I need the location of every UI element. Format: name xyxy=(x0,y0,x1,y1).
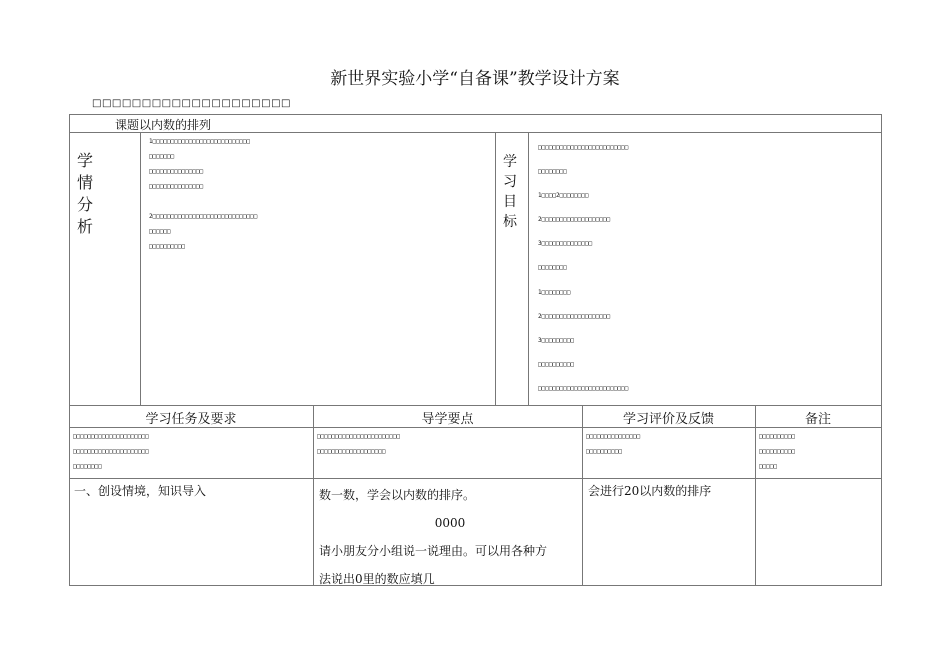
row2-evaluation: □□□□□□□□□□□□□□□ □□□□□□□□□□ xyxy=(586,433,641,455)
row2-notes: □□□□□□□□□□ □□□□□□□□□□ □□□□□ xyxy=(759,433,796,470)
grid-line xyxy=(313,405,314,585)
objectives-content xyxy=(538,136,628,401)
grid-line xyxy=(881,114,882,585)
row2-guide: □□□□□□□□□□□□□□□□□□□□□□□ □□□□□□□□□□□□□□□□□□□ xyxy=(317,433,401,455)
objective-line: □□□□□□□□ xyxy=(538,168,567,176)
grid-line xyxy=(69,405,882,406)
analysis-line: □□□□□□□□□□□□□□□ xyxy=(149,183,204,190)
row3-evaluation: 会进行20以内数的排序 xyxy=(588,484,712,498)
objective-line: 1□□□□2□□□□□□□□ xyxy=(538,192,589,200)
analysis-line: □□□□□□□□□□ xyxy=(149,243,186,250)
objective-line: □□□□□□□□□□□□□□□□□□□□□□□□□ xyxy=(538,144,629,151)
analysis-line xyxy=(149,194,257,209)
grid-line xyxy=(528,132,529,405)
objective-line: □□□□□□□□□□□□□□□□□□□□□□□□□ xyxy=(538,384,629,392)
topic-text: 课题以内数的排列 xyxy=(115,118,212,132)
guide-line: 请小朋友分小组说一说理由。可以用各种方 xyxy=(319,544,548,558)
header-tasks: 学习任务及要求 xyxy=(145,412,237,427)
objective-line: □□□□□□□□ xyxy=(538,264,567,272)
header-guide: 导学要点 xyxy=(421,412,474,427)
row3-guide xyxy=(319,481,581,593)
subtitle-placeholder: □□□□□□□□□□□□□□□□□□□□ xyxy=(92,98,291,109)
guide-line: 0000 xyxy=(434,516,466,530)
guide-line: 数一数，学会以内数的排序。 xyxy=(319,488,476,502)
grid-line xyxy=(495,132,496,405)
grid-line xyxy=(582,405,583,585)
grid-line xyxy=(69,114,70,585)
objective-line: 2□□□□□□□□□□□□□□□□□□□ xyxy=(538,216,611,224)
grid-line xyxy=(140,132,141,405)
objective-line: 2□□□□□□□□□□□□□□□□□□□ xyxy=(538,312,611,320)
analysis-content xyxy=(149,134,257,254)
analysis-line: 1□□□□□□□□□□□□□□□□□□□□□□□□□□□ xyxy=(149,138,251,145)
header-notes: 备注 xyxy=(804,412,831,427)
analysis-line: □□□□□□ xyxy=(149,228,171,235)
analysis-line: □□□□□□□□□□□□□□□ xyxy=(149,168,204,175)
analysis-line: □□□□□□□ xyxy=(149,153,175,160)
grid-line xyxy=(69,427,882,428)
analysis-line: 2□□□□□□□□□□□□□□□□□□□□□□□□□□□□□ xyxy=(149,213,258,220)
guide-line: 法说出0里的数应填几 xyxy=(319,572,435,586)
objectives-label: 学 习 目 标 xyxy=(503,154,517,230)
grid-line xyxy=(755,405,756,585)
row3-tasks: 一、创设情境，知识导入 xyxy=(74,484,207,498)
row2-tasks: □□□□□□□□□□□□□□□□□□□□□ □□□□□□□□□□□□□□□□□□□□□ □□□□□□□□ xyxy=(73,433,149,470)
objective-line: 1□□□□□□□□ xyxy=(538,288,571,296)
header-evaluation: 学习评价及反馈 xyxy=(622,412,714,427)
objective-line: □□□□□□□□□□ xyxy=(538,360,575,368)
objective-line: 3□□□□□□□□□ xyxy=(538,336,575,344)
grid-line xyxy=(69,114,882,115)
analysis-label: 学 情 分 析 xyxy=(77,151,94,236)
objective-line: 3□□□□□□□□□□□□□□ xyxy=(538,240,593,248)
grid-line xyxy=(69,478,882,479)
page-title: 新世界实验小学“自备课”教学设计方案 xyxy=(330,69,620,89)
